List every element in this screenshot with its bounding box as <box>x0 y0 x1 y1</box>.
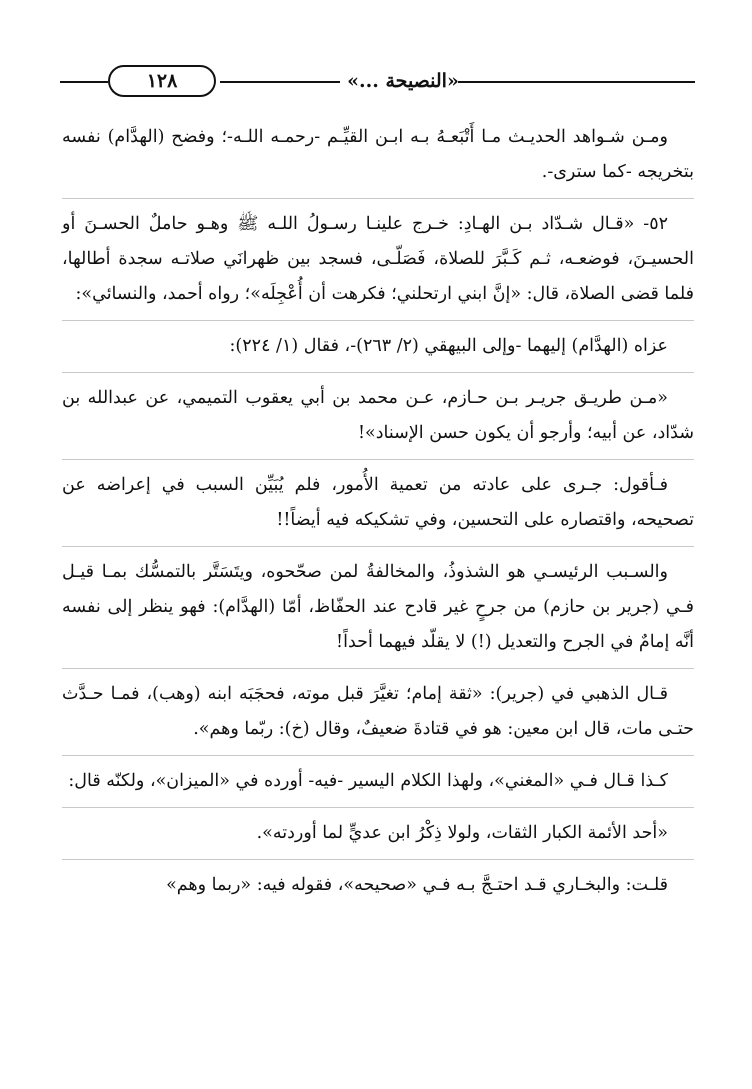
paragraph: كـذا قـال فـي «المغني»، ولهذا الكلام اليسير -فيه- أورده في «الميزان»، ولكنّه قال: <box>68 771 668 791</box>
divider <box>62 372 694 373</box>
divider <box>62 459 694 460</box>
divider <box>62 198 694 199</box>
paragraph: والسـبب الرئيسـي هو الشذوذُ، والمخالفةُ لمن صحّحوه، ويتَسَتَّر بالتمسُّك بمـا قيـل فـي (جرير بن حازم) من جرحٍ غير قادح عند الحفّاظ، أمّا (الهدَّام): فهو ينظر إلى نفسه أنَّه إمامٌ في الجرح والتعديل (!) لا يقلّد فيهما أحداً! <box>62 562 694 652</box>
running-title: «النصيحة ...» <box>347 70 459 92</box>
page-body <box>62 120 694 903</box>
paragraph: «مـن طريـق جريـر بـن حـازم، عـن محمد بن أبي يعقوب التميمي، عن عبدالله بن شدّاد، عن أبيه؛ وأرجو أن يكون حسن الإسناد»! <box>62 388 694 443</box>
paragraph: فـأقول: جـرى على عادته من تعمية الأُمور، فلم يُبَيِّن السبب في إعراضه عن تصحيحه، واقتصاره على التحسين، وفي تشكيكه فيه أيضاً!! <box>62 475 694 530</box>
header-rule-middle <box>220 81 340 83</box>
header-rule-left <box>60 81 108 83</box>
divider <box>62 546 694 547</box>
divider <box>62 859 694 860</box>
paragraph: ٥٢- «قـال شـدّاد بـن الهـادِ: خـرج علينـا رسـولُ اللـه ﷺ وهـو حاملٌ الحسـنَ أو الحسيـنَ، فوضعـه، ثـم كَـبَّرَ للصلاة، فَصَلّـى، فسجد بين ظهرانَي صلاتـه سجدة أطالها، فلما قضى الصلاة، قال: «إنَّ ابني ارتحلني؛ فكرهت أن أُعْجِلَه»؛ رواه أحمد، والنسائي»: <box>62 214 694 304</box>
paragraph: ومـن شـواهد الحديـث مـا أَتْبَعـهُ بـه ابـن القيِّـم -رحمـه اللـه-؛ وفضح (الهدَّام) نفسه بتخريجه -كما سترى-. <box>62 127 694 182</box>
paragraph: قلـت: والبخـاري قـد احتـجَّ بـه فـي «صحيحه»، فقوله فيه: «ربما وهم» <box>166 875 668 895</box>
divider <box>62 807 694 808</box>
paragraph: «أحد الأئمة الكبار الثقات، ولولا ذِكْرُ ابن عديٍّ لما أوردته». <box>256 823 668 843</box>
paragraph: قـال الذهبي في (جرير): «ثقة إمام؛ تغيَّرَ قبل موته، فحجَبَه ابنه (وهب)، فمـا حـدَّث حتـى مات، قال ابن معين: هو في قتادةَ ضعيفٌ، وقال (خ): ربّما وهم». <box>62 684 694 739</box>
page-header <box>60 62 695 102</box>
page-number: ١٢٨ <box>108 65 216 97</box>
paragraph: عزاه (الهدَّام) إليهما -وإلى البيهقي (٢/ ٢٦٣)-، فقال (١/ ٢٢٤): <box>229 336 668 356</box>
divider <box>62 668 694 669</box>
header-rule-right <box>458 81 695 83</box>
divider <box>62 320 694 321</box>
divider <box>62 755 694 756</box>
